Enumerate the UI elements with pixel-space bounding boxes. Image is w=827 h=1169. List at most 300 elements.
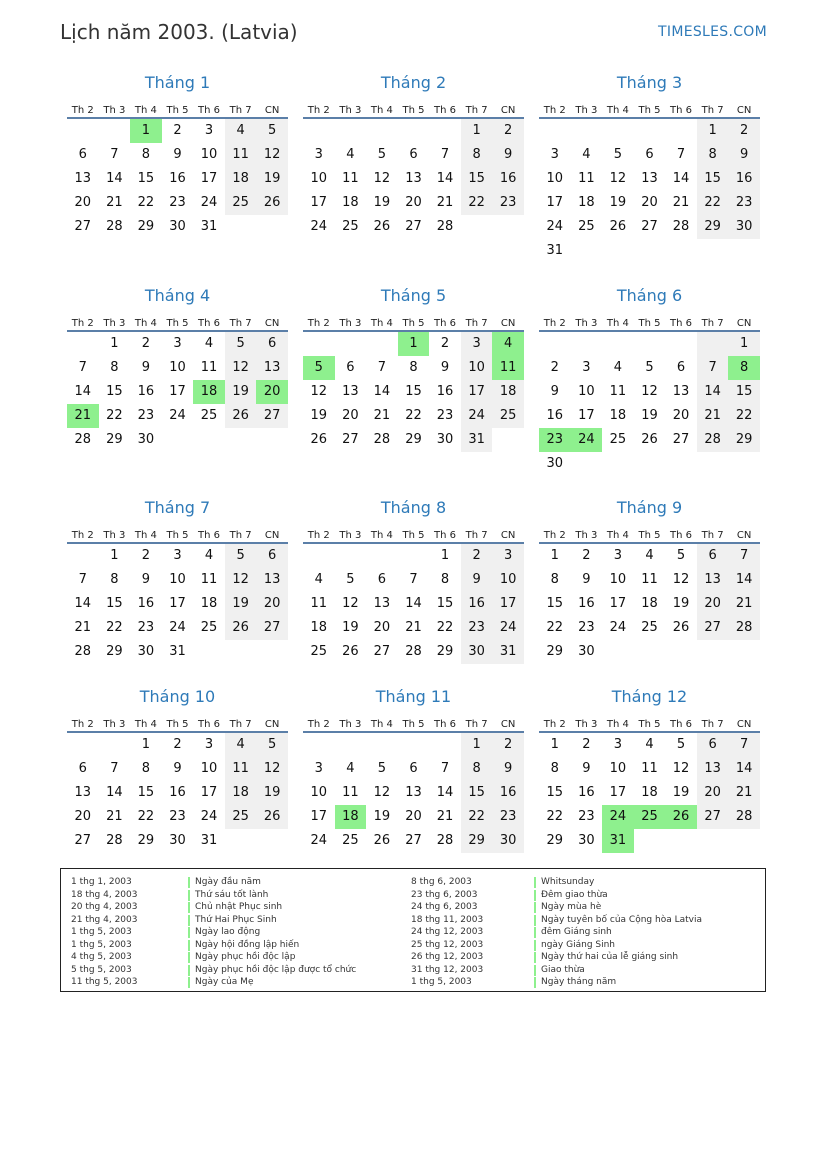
day-cell[interactable]: 19 (373, 809, 391, 824)
day-cell[interactable]: 25 (342, 219, 359, 234)
day-cell[interactable]: 15 (106, 384, 123, 399)
day-cell[interactable]: 13 (373, 596, 391, 611)
day-cell[interactable]: 19 (225, 380, 257, 404)
day-cell[interactable]: 5 (377, 761, 387, 776)
day-cell[interactable]: 26 (225, 616, 257, 640)
day-cell[interactable]: 28 (436, 219, 454, 234)
day-cell[interactable]: 25 (641, 620, 658, 635)
day-cell[interactable]: 27 (74, 833, 92, 848)
day-cell[interactable]: 6 (676, 360, 686, 375)
day-cell[interactable]: 31 (169, 644, 186, 659)
day-cell[interactable]: 26 (256, 191, 288, 215)
day-cell[interactable]: 29 (546, 644, 564, 659)
day-cell[interactable]: 11 (200, 360, 218, 375)
day-cell[interactable]: 19 (225, 592, 257, 616)
day-cell[interactable]: 12 (225, 356, 257, 380)
day-cell[interactable]: 7 (440, 147, 450, 162)
day-cell[interactable]: 16 (436, 384, 454, 399)
day-cell[interactable]: 18 (578, 195, 595, 210)
day-cell[interactable]: 10 (461, 356, 493, 380)
day-cell[interactable]: 6 (697, 733, 729, 757)
day-cell[interactable]: 3 (314, 147, 323, 162)
day-cell[interactable]: 20 (641, 195, 658, 210)
day-cell[interactable]: 23 (137, 408, 155, 423)
day-cell[interactable]: 17 (169, 596, 186, 611)
day-cell[interactable]: 29 (436, 644, 454, 659)
day-cell[interactable]: 18 (609, 408, 627, 423)
day-cell[interactable]: 25 (225, 191, 257, 215)
day-cell[interactable]: 4 (645, 737, 654, 752)
day-cell[interactable]: 29 (106, 644, 123, 659)
day-cell[interactable]: 20 (697, 592, 729, 616)
day-cell[interactable]: 22 (546, 620, 564, 635)
day-cell[interactable]: 21 (697, 404, 729, 428)
day-cell[interactable]: 13 (405, 171, 422, 186)
day-cell[interactable]: 18 (342, 195, 359, 210)
day-cell[interactable]: 24 (310, 219, 328, 234)
day-cell[interactable]: 1 (141, 737, 151, 752)
day-cell[interactable]: 15 (405, 384, 422, 399)
day-cell[interactable]: 14 (728, 568, 760, 592)
day-cell[interactable]: 12 (342, 596, 359, 611)
day-cell[interactable]: 30 (461, 640, 493, 664)
day-cell[interactable]: 3 (173, 336, 182, 351)
day-cell[interactable]: 26 (373, 833, 391, 848)
day-cell[interactable]: 14 (672, 171, 690, 186)
day-cell[interactable]: 22 (436, 620, 454, 635)
day-cell[interactable]: 21 (436, 195, 454, 210)
day-cell[interactable]: 2 (141, 548, 151, 563)
day-cell[interactable]: 19 (672, 785, 690, 800)
day-cell[interactable]: 28 (728, 616, 760, 640)
day-cell[interactable]: 13 (672, 384, 690, 399)
day-cell[interactable]: 12 (310, 384, 328, 399)
day-cell[interactable]: 15 (106, 596, 123, 611)
day-cell[interactable]: 14 (436, 171, 454, 186)
day-cell[interactable]: 25 (200, 620, 218, 635)
day-cell[interactable]: 1 (550, 548, 559, 563)
day-cell[interactable]: 3 (173, 548, 182, 563)
day-cell[interactable]: 24 (310, 833, 328, 848)
day-cell[interactable]: 11 (310, 596, 328, 611)
day-cell[interactable]: 18 (641, 785, 658, 800)
day-cell[interactable]: 16 (169, 171, 186, 186)
day-cell[interactable]: 5 (256, 119, 288, 143)
day-cell[interactable]: 12 (256, 143, 288, 167)
day-cell[interactable]: 21 (405, 620, 422, 635)
day-cell[interactable]: 9 (141, 572, 151, 587)
day-cell[interactable]: 10 (578, 384, 595, 399)
day-cell[interactable]: 19 (310, 408, 328, 423)
day-cell[interactable]: 9 (440, 360, 450, 375)
day-cell[interactable]: 10 (492, 568, 524, 592)
day-cell[interactable]: 11 (578, 171, 595, 186)
day-cell[interactable]: 8 (110, 360, 119, 375)
day-cell[interactable]: 31 (200, 219, 218, 234)
day-cell[interactable]: 25 (225, 805, 257, 829)
day-cell[interactable]: 12 (373, 171, 391, 186)
day-cell[interactable]: 15 (461, 167, 493, 191)
day-cell[interactable]: 26 (225, 404, 257, 428)
day-cell[interactable]: 24 (492, 616, 524, 640)
day-cell[interactable]: 24 (200, 195, 218, 210)
day-cell[interactable]: 19 (342, 620, 359, 635)
day-cell[interactable]: 8 (440, 572, 450, 587)
day-cell[interactable]: 14 (697, 380, 729, 404)
day-cell[interactable]: 21 (373, 408, 391, 423)
day-cell[interactable]: 6 (645, 147, 654, 162)
day-cell[interactable]: 27 (74, 219, 92, 234)
day-cell[interactable]: 24 (609, 620, 627, 635)
day-cell[interactable]: 14 (405, 596, 422, 611)
day-cell[interactable]: 13 (74, 785, 92, 800)
day-cell[interactable]: 31 (492, 640, 524, 664)
holiday-day-cell[interactable]: 11 (492, 356, 524, 380)
day-cell[interactable]: 10 (200, 761, 218, 776)
day-cell[interactable]: 17 (609, 785, 627, 800)
day-cell[interactable]: 4 (613, 360, 623, 375)
day-cell[interactable]: 16 (492, 167, 524, 191)
day-cell[interactable]: 9 (173, 147, 182, 162)
day-cell[interactable]: 9 (728, 143, 760, 167)
day-cell[interactable]: 21 (728, 592, 760, 616)
day-cell[interactable]: 13 (697, 568, 729, 592)
holiday-day-cell[interactable]: 18 (335, 805, 367, 829)
day-cell[interactable]: 30 (436, 432, 454, 447)
day-cell[interactable]: 25 (609, 432, 627, 447)
day-cell[interactable]: 7 (78, 360, 87, 375)
day-cell[interactable]: 5 (256, 733, 288, 757)
day-cell[interactable]: 10 (310, 171, 328, 186)
day-cell[interactable]: 21 (728, 781, 760, 805)
day-cell[interactable]: 6 (256, 544, 288, 568)
day-cell[interactable]: 19 (373, 195, 391, 210)
day-cell[interactable]: 11 (641, 572, 658, 587)
day-cell[interactable]: 3 (204, 737, 214, 752)
day-cell[interactable]: 10 (609, 572, 627, 587)
day-cell[interactable]: 9 (461, 568, 493, 592)
day-cell[interactable]: 8 (461, 757, 493, 781)
holiday-day-cell[interactable]: 26 (665, 805, 697, 829)
day-cell[interactable]: 15 (137, 785, 155, 800)
day-cell[interactable]: 27 (256, 616, 288, 640)
day-cell[interactable]: 30 (137, 644, 155, 659)
holiday-day-cell[interactable]: 21 (67, 404, 99, 428)
day-cell[interactable]: 2 (461, 544, 493, 568)
day-cell[interactable]: 27 (697, 616, 729, 640)
day-cell[interactable]: 26 (256, 805, 288, 829)
day-cell[interactable]: 14 (106, 785, 123, 800)
day-cell[interactable]: 30 (728, 215, 760, 239)
day-cell[interactable]: 13 (641, 171, 658, 186)
day-cell[interactable]: 29 (728, 428, 760, 452)
holiday-day-cell[interactable]: 18 (193, 380, 225, 404)
day-cell[interactable]: 17 (609, 596, 627, 611)
day-cell[interactable]: 30 (169, 219, 186, 234)
day-cell[interactable]: 6 (377, 572, 387, 587)
day-cell[interactable]: 29 (405, 432, 422, 447)
day-cell[interactable]: 14 (106, 171, 123, 186)
day-cell[interactable]: 23 (492, 805, 524, 829)
day-cell[interactable]: 18 (492, 380, 524, 404)
day-cell[interactable]: 4 (346, 147, 355, 162)
day-cell[interactable]: 7 (110, 147, 119, 162)
day-cell[interactable]: 13 (256, 356, 288, 380)
day-cell[interactable]: 2 (728, 119, 760, 143)
holiday-day-cell[interactable]: 24 (602, 805, 634, 829)
day-cell[interactable]: 8 (110, 572, 119, 587)
day-cell[interactable]: 8 (141, 761, 151, 776)
day-cell[interactable]: 8 (550, 761, 559, 776)
day-cell[interactable]: 5 (377, 147, 387, 162)
day-cell[interactable]: 2 (173, 737, 182, 752)
day-cell[interactable]: 5 (346, 572, 355, 587)
day-cell[interactable]: 1 (440, 548, 450, 563)
day-cell[interactable]: 9 (492, 757, 524, 781)
day-cell[interactable]: 27 (405, 833, 422, 848)
day-cell[interactable]: 9 (582, 572, 591, 587)
day-cell[interactable]: 18 (310, 620, 328, 635)
day-cell[interactable]: 4 (204, 548, 214, 563)
day-cell[interactable]: 19 (641, 408, 658, 423)
day-cell[interactable]: 4 (346, 761, 355, 776)
day-cell[interactable]: 5 (676, 548, 686, 563)
day-cell[interactable]: 1 (110, 548, 119, 563)
day-cell[interactable]: 19 (609, 195, 627, 210)
day-cell[interactable]: 29 (461, 829, 493, 853)
holiday-day-cell[interactable]: 1 (130, 119, 162, 143)
day-cell[interactable]: 19 (256, 781, 288, 805)
day-cell[interactable]: 13 (342, 384, 359, 399)
day-cell[interactable]: 15 (728, 380, 760, 404)
day-cell[interactable]: 20 (74, 809, 92, 824)
day-cell[interactable]: 15 (461, 781, 493, 805)
holiday-day-cell[interactable]: 8 (728, 356, 760, 380)
day-cell[interactable]: 8 (697, 143, 729, 167)
holiday-day-cell[interactable]: 4 (492, 332, 524, 356)
day-cell[interactable]: 22 (106, 620, 123, 635)
day-cell[interactable]: 5 (645, 360, 654, 375)
day-cell[interactable]: 21 (672, 195, 690, 210)
day-cell[interactable]: 15 (546, 596, 564, 611)
day-cell[interactable]: 7 (110, 761, 119, 776)
day-cell[interactable]: 8 (141, 147, 151, 162)
day-cell[interactable]: 28 (405, 644, 422, 659)
day-cell[interactable]: 13 (697, 757, 729, 781)
day-cell[interactable]: 15 (697, 167, 729, 191)
day-cell[interactable]: 21 (106, 195, 123, 210)
day-cell[interactable]: 1 (550, 737, 559, 752)
day-cell[interactable]: 5 (676, 737, 686, 752)
day-cell[interactable]: 6 (409, 761, 418, 776)
day-cell[interactable]: 5 (225, 544, 257, 568)
day-cell[interactable]: 24 (200, 809, 218, 824)
day-cell[interactable]: 16 (728, 167, 760, 191)
day-cell[interactable]: 27 (342, 432, 359, 447)
day-cell[interactable]: 26 (641, 432, 658, 447)
day-cell[interactable]: 29 (697, 215, 729, 239)
day-cell[interactable]: 7 (78, 572, 87, 587)
day-cell[interactable]: 4 (225, 119, 257, 143)
day-cell[interactable]: 26 (373, 219, 391, 234)
day-cell[interactable]: 23 (461, 616, 493, 640)
day-cell[interactable]: 1 (728, 332, 760, 356)
day-cell[interactable]: 23 (436, 408, 454, 423)
day-cell[interactable]: 11 (342, 171, 359, 186)
day-cell[interactable]: 3 (613, 737, 623, 752)
day-cell[interactable]: 22 (106, 408, 123, 423)
day-cell[interactable]: 28 (728, 805, 760, 829)
day-cell[interactable]: 9 (173, 761, 182, 776)
day-cell[interactable]: 30 (546, 456, 564, 471)
day-cell[interactable]: 31 (200, 833, 218, 848)
day-cell[interactable]: 8 (409, 360, 418, 375)
day-cell[interactable]: 6 (346, 360, 355, 375)
holiday-day-cell[interactable]: 23 (539, 428, 571, 452)
day-cell[interactable]: 25 (578, 219, 595, 234)
day-cell[interactable]: 23 (728, 191, 760, 215)
day-cell[interactable]: 5 (225, 332, 257, 356)
day-cell[interactable]: 22 (405, 408, 422, 423)
day-cell[interactable]: 20 (256, 592, 288, 616)
day-cell[interactable]: 17 (200, 785, 218, 800)
day-cell[interactable]: 23 (137, 620, 155, 635)
day-cell[interactable]: 24 (169, 408, 186, 423)
day-cell[interactable]: 16 (578, 785, 595, 800)
day-cell[interactable]: 10 (609, 761, 627, 776)
day-cell[interactable]: 15 (546, 785, 564, 800)
day-cell[interactable]: 17 (310, 195, 328, 210)
day-cell[interactable]: 8 (550, 572, 559, 587)
day-cell[interactable]: 26 (310, 432, 328, 447)
day-cell[interactable]: 9 (141, 360, 151, 375)
day-cell[interactable]: 22 (728, 404, 760, 428)
day-cell[interactable]: 3 (314, 761, 323, 776)
day-cell[interactable]: 13 (256, 568, 288, 592)
day-cell[interactable]: 7 (728, 544, 760, 568)
day-cell[interactable]: 1 (110, 336, 119, 351)
day-cell[interactable]: 21 (436, 809, 454, 824)
day-cell[interactable]: 14 (728, 757, 760, 781)
day-cell[interactable]: 3 (492, 544, 524, 568)
day-cell[interactable]: 6 (78, 147, 87, 162)
day-cell[interactable]: 17 (461, 380, 493, 404)
day-cell[interactable]: 19 (256, 167, 288, 191)
day-cell[interactable]: 16 (137, 384, 155, 399)
day-cell[interactable]: 25 (310, 644, 328, 659)
day-cell[interactable]: 15 (137, 171, 155, 186)
day-cell[interactable]: 23 (578, 809, 595, 824)
day-cell[interactable]: 22 (697, 191, 729, 215)
day-cell[interactable]: 2 (582, 737, 591, 752)
day-cell[interactable]: 31 (461, 428, 493, 452)
day-cell[interactable]: 22 (461, 805, 493, 829)
day-cell[interactable]: 12 (256, 757, 288, 781)
day-cell[interactable]: 28 (373, 432, 391, 447)
day-cell[interactable]: 4 (225, 733, 257, 757)
day-cell[interactable]: 22 (546, 809, 564, 824)
day-cell[interactable]: 20 (697, 781, 729, 805)
day-cell[interactable]: 25 (200, 408, 218, 423)
holiday-day-cell[interactable]: 24 (571, 428, 603, 452)
day-cell[interactable]: 14 (74, 384, 92, 399)
holiday-day-cell[interactable]: 5 (303, 356, 335, 380)
day-cell[interactable]: 17 (546, 195, 564, 210)
day-cell[interactable]: 2 (492, 119, 524, 143)
day-cell[interactable]: 20 (672, 408, 690, 423)
day-cell[interactable]: 15 (436, 596, 454, 611)
day-cell[interactable]: 22 (137, 809, 155, 824)
day-cell[interactable]: 16 (546, 408, 564, 423)
day-cell[interactable]: 2 (582, 548, 591, 563)
day-cell[interactable]: 17 (200, 171, 218, 186)
day-cell[interactable]: 28 (106, 833, 123, 848)
day-cell[interactable]: 13 (405, 785, 422, 800)
day-cell[interactable]: 25 (342, 833, 359, 848)
day-cell[interactable]: 30 (492, 829, 524, 853)
day-cell[interactable]: 28 (436, 833, 454, 848)
day-cell[interactable]: 7 (440, 761, 450, 776)
day-cell[interactable]: 12 (641, 384, 658, 399)
day-cell[interactable]: 11 (200, 572, 218, 587)
day-cell[interactable]: 10 (546, 171, 564, 186)
day-cell[interactable]: 17 (169, 384, 186, 399)
day-cell[interactable]: 16 (492, 781, 524, 805)
day-cell[interactable]: 10 (169, 572, 186, 587)
day-cell[interactable]: 5 (613, 147, 623, 162)
day-cell[interactable]: 2 (492, 733, 524, 757)
day-cell[interactable]: 12 (672, 572, 690, 587)
day-cell[interactable]: 6 (78, 761, 87, 776)
day-cell[interactable]: 6 (409, 147, 418, 162)
day-cell[interactable]: 14 (373, 384, 391, 399)
day-cell[interactable]: 30 (578, 833, 595, 848)
day-cell[interactable]: 14 (74, 596, 92, 611)
day-cell[interactable]: 20 (74, 195, 92, 210)
day-cell[interactable]: 17 (578, 408, 595, 423)
day-cell[interactable]: 18 (225, 781, 257, 805)
day-cell[interactable]: 1 (461, 733, 493, 757)
day-cell[interactable]: 20 (342, 408, 359, 423)
day-cell[interactable]: 28 (672, 219, 690, 234)
day-cell[interactable]: 29 (106, 432, 123, 447)
day-cell[interactable]: 2 (550, 360, 559, 375)
day-cell[interactable]: 21 (74, 620, 92, 635)
day-cell[interactable]: 30 (578, 644, 595, 659)
holiday-day-cell[interactable]: 1 (398, 332, 430, 356)
day-cell[interactable]: 27 (697, 805, 729, 829)
day-cell[interactable]: 16 (137, 596, 155, 611)
day-cell[interactable]: 3 (613, 548, 623, 563)
day-cell[interactable]: 23 (169, 809, 186, 824)
day-cell[interactable]: 23 (169, 195, 186, 210)
day-cell[interactable]: 28 (74, 432, 92, 447)
day-cell[interactable]: 24 (546, 219, 564, 234)
day-cell[interactable]: 8 (461, 143, 493, 167)
day-cell[interactable]: 30 (169, 833, 186, 848)
day-cell[interactable]: 1 (461, 119, 493, 143)
day-cell[interactable]: 10 (169, 360, 186, 375)
day-cell[interactable]: 28 (106, 219, 123, 234)
day-cell[interactable]: 29 (546, 833, 564, 848)
day-cell[interactable]: 26 (609, 219, 627, 234)
day-cell[interactable]: 29 (137, 833, 155, 848)
day-cell[interactable]: 12 (672, 761, 690, 776)
holiday-day-cell[interactable]: 25 (634, 805, 666, 829)
day-cell[interactable]: 3 (461, 332, 493, 356)
day-cell[interactable]: 27 (256, 404, 288, 428)
day-cell[interactable]: 11 (641, 761, 658, 776)
